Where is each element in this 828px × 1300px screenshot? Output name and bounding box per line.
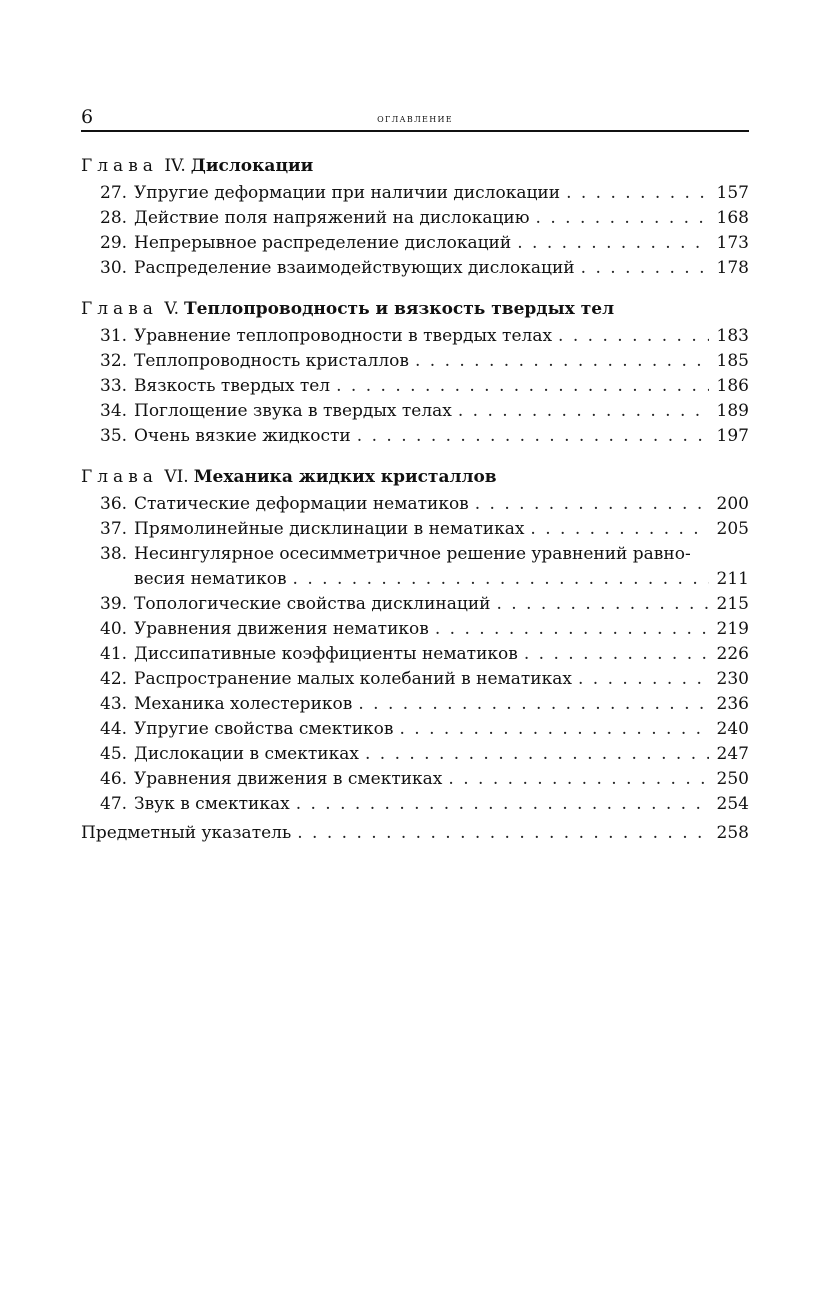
entry-number: 36.	[100, 494, 128, 514]
entry-number: 41.	[100, 644, 128, 664]
entry-title: Несингулярное осесимметричное решение уравнений равно-	[134, 544, 691, 564]
toc-entry[interactable]	[81, 742, 749, 767]
toc-entry[interactable]	[81, 767, 749, 792]
entry-title: Диссипативные коэффициенты нематиков	[134, 644, 518, 664]
entry-number: 46.	[100, 769, 128, 789]
toc-entry[interactable]	[81, 642, 749, 667]
toc-entry-continuation[interactable]	[81, 567, 749, 592]
dot-leader	[296, 792, 709, 817]
dot-leader	[358, 692, 709, 717]
toc-entry[interactable]	[81, 181, 749, 206]
toc-entry[interactable]	[81, 206, 749, 231]
toc-entry[interactable]	[81, 517, 749, 542]
entry-title: Распространение малых колебаний в нематиках	[134, 669, 572, 689]
page-header	[81, 104, 749, 132]
entry-title: Вязкость твердых тел	[134, 376, 331, 396]
entry-title: Дислокации в смектиках	[134, 744, 359, 764]
chapter-number: V.	[164, 299, 180, 319]
entry-title-continuation: весия нематиков	[134, 569, 287, 589]
page-number: 6	[81, 106, 94, 128]
dot-leader	[458, 399, 709, 424]
entry-title: Звук в смектиках	[134, 794, 290, 814]
entry-number: 37.	[100, 519, 128, 539]
table-of-contents	[81, 152, 749, 846]
toc-entry[interactable]	[81, 349, 749, 374]
chapter-heading[interactable]	[81, 152, 749, 181]
entry-title: Уравнение теплопроводности в твердых телах	[134, 326, 553, 346]
chapter-title: Теплопроводность и вязкость твердых тел	[184, 299, 615, 319]
chapter-number: IV.	[164, 156, 186, 176]
entry-title: Распределение взаимодействующих дислокаций	[134, 258, 575, 278]
entry-page: 186	[716, 376, 749, 396]
entry-page: 215	[716, 594, 749, 614]
entry-title: Упругие деформации при наличии дислокации	[134, 183, 561, 203]
entry-title: Прямолинейные дисклинации в нематиках	[134, 519, 525, 539]
dot-leader	[558, 324, 709, 349]
toc-entry[interactable]	[81, 374, 749, 399]
entry-title: Упругие свойства смектиков	[134, 719, 394, 739]
dot-leader	[536, 206, 709, 231]
entry-number: 43.	[100, 694, 128, 714]
dot-leader	[336, 374, 709, 399]
chapter-heading[interactable]	[81, 463, 749, 492]
entry-title: Топологические свойства дисклинаций	[134, 594, 491, 614]
toc-entry[interactable]	[81, 424, 749, 449]
toc-entry[interactable]	[81, 792, 749, 817]
dot-leader	[517, 231, 709, 256]
entry-title: Статические деформации нематиков	[134, 494, 469, 514]
toc-entry[interactable]	[81, 231, 749, 256]
entry-page: 205	[716, 519, 749, 539]
toc-entry[interactable]	[81, 256, 749, 281]
entry-title: Теплопроводность кристаллов	[134, 351, 409, 371]
toc-entry[interactable]	[81, 667, 749, 692]
entry-number: 28.	[100, 208, 128, 228]
dot-leader	[578, 667, 709, 692]
dot-leader	[530, 517, 709, 542]
toc-entry[interactable]	[81, 592, 749, 617]
toc-entry[interactable]	[81, 617, 749, 642]
dot-leader	[566, 181, 709, 206]
entry-title: Очень вязкие жидкости	[134, 426, 351, 446]
dot-leader	[524, 642, 709, 667]
toc-entry[interactable]	[81, 692, 749, 717]
toc-entry[interactable]	[81, 717, 749, 742]
entry-page: 230	[716, 669, 749, 689]
entry-number: 29.	[100, 233, 128, 253]
chapter-title: Дислокации	[190, 156, 314, 176]
dot-leader	[400, 717, 710, 742]
dot-leader	[496, 592, 709, 617]
toc-entry[interactable]	[81, 324, 749, 349]
entry-number: 27.	[100, 183, 128, 203]
dot-leader	[581, 256, 709, 281]
dot-leader	[448, 767, 709, 792]
entry-title: Поглощение звука в твердых телах	[134, 401, 452, 421]
entry-page: 250	[716, 769, 749, 789]
entry-page: 236	[716, 694, 749, 714]
index-title: Предметный указатель	[81, 823, 292, 843]
running-title: оглавление	[377, 111, 453, 125]
entry-page: 219	[716, 619, 749, 639]
toc-entry[interactable]	[81, 542, 749, 567]
chapter-label: Глава	[81, 156, 158, 176]
dot-leader	[435, 617, 709, 642]
entry-number: 35.	[100, 426, 128, 446]
entry-page: 168	[716, 208, 749, 228]
chapter-title: Механика жидких кристаллов	[193, 467, 497, 487]
entry-title: Непрерывное распределение дислокаций	[134, 233, 512, 253]
entry-page: 254	[716, 794, 749, 814]
chapter-number: VI.	[164, 467, 189, 487]
entry-page: 178	[716, 258, 749, 278]
entry-page: 157	[716, 183, 749, 203]
entry-number: 40.	[100, 619, 128, 639]
entry-page: 183	[716, 326, 749, 346]
entry-number: 32.	[100, 351, 128, 371]
entry-page: 211	[716, 569, 749, 589]
dot-leader	[357, 424, 709, 449]
entry-page: 189	[716, 401, 749, 421]
entry-title: Уравнения движения в смектиках	[134, 769, 443, 789]
entry-page: 240	[716, 719, 749, 739]
dot-leader	[297, 821, 709, 846]
entry-number: 38.	[100, 544, 128, 564]
entry-number: 45.	[100, 744, 128, 764]
index-page: 258	[716, 823, 749, 843]
entry-title: Механика холестериков	[134, 694, 353, 714]
entry-number: 31.	[100, 326, 128, 346]
entry-number: 39.	[100, 594, 128, 614]
chapter-label: Глава	[81, 299, 158, 319]
entry-page: 185	[716, 351, 749, 371]
entry-number: 34.	[100, 401, 128, 421]
entry-number: 30.	[100, 258, 128, 278]
dot-leader	[475, 492, 709, 517]
entry-title: Действие поля напряжений на дислокацию	[134, 208, 530, 228]
toc-entry[interactable]	[81, 399, 749, 424]
chapter-heading[interactable]	[81, 295, 749, 324]
entry-page: 200	[716, 494, 749, 514]
toc-entry-index[interactable]	[81, 821, 749, 846]
dot-leader	[365, 742, 709, 767]
entry-page: 173	[716, 233, 749, 253]
entry-page: 197	[716, 426, 749, 446]
entry-page: 247	[716, 744, 749, 764]
toc-entry[interactable]	[81, 492, 749, 517]
dot-leader	[415, 349, 709, 374]
entry-number: 33.	[100, 376, 128, 396]
entry-number: 42.	[100, 669, 128, 689]
dot-leader	[293, 567, 709, 592]
entry-page: 226	[716, 644, 749, 664]
entry-title: Уравнения движения нематиков	[134, 619, 429, 639]
chapter-label: Глава	[81, 467, 158, 487]
entry-number: 44.	[100, 719, 128, 739]
entry-number: 47.	[100, 794, 128, 814]
